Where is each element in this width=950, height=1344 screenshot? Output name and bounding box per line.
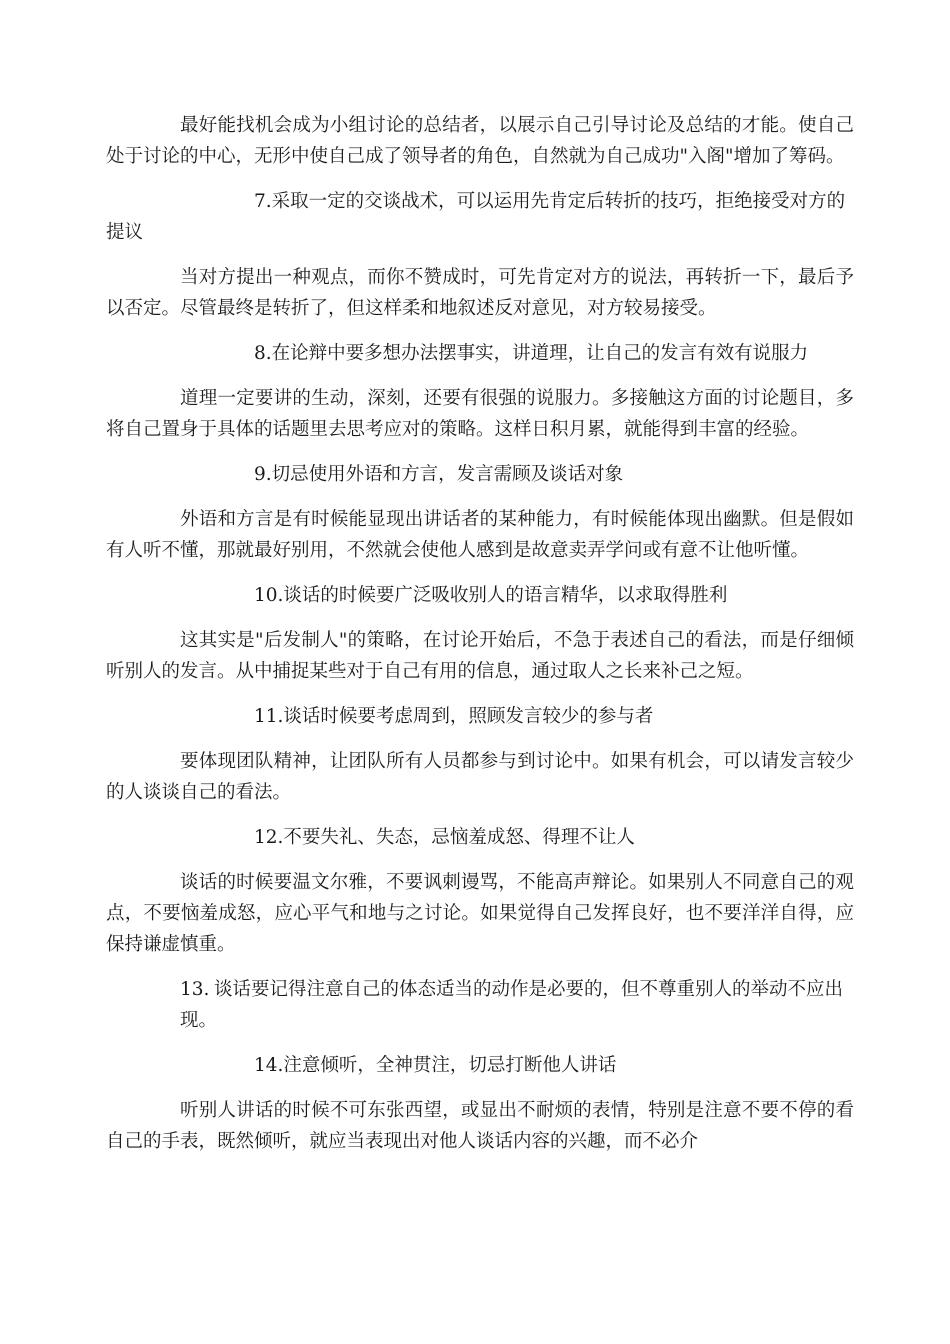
section-number: 14.	[254, 1055, 284, 1076]
section-heading	[106, 186, 854, 248]
section-heading-text: 采取一定的交谈战术，可以运用先肯定后转折的技巧，拒绝接受对方的提议	[106, 191, 846, 243]
section-number: 8.	[254, 343, 272, 364]
body-paragraph: 谈话的时候要温文尔雅，不要讽刺谩骂，不能高声辩论。如果别人不同意自己的观点，不要恼羞成怒，应心平气和地与之讨论。如果觉得自己发挥良好，也不要洋洋自得，应保持谦虚慎重。	[106, 872, 854, 955]
body-paragraph: 要体现团队精神，让团队所有人员都参与到讨论中。如果有机会，可以请发言较少的人谈谈自己的看法。	[106, 751, 854, 803]
section-heading-text: 谈话时候要考虑周到，照顾发言较少的参与者	[283, 706, 654, 727]
section-number: 7.	[254, 191, 272, 212]
section-heading	[106, 822, 854, 853]
section-heading-text: 不要失礼、失态，忌恼羞成怒、得理不让人	[283, 827, 635, 848]
body-paragraph: 外语和方言是有时候能显现出讲话者的某种能力，有时候能体现出幽默。但是假如有人听不懂，那就最好别用，不然就会使他人感到是故意卖弄学问或有意不让他听懂。	[106, 509, 854, 561]
body-paragraph: 最好能找机会成为小组讨论的总结者，以展示自己引导讨论及总结的才能。使自己处于讨论的中心，无形中使自己成了领导者的角色，自然就为自己成功"入阁"增加了筹码。	[106, 115, 854, 167]
body-paragraph: 听别人讲话的时候不可东张西望，或显出不耐烦的表情，特别是注意不要不停的看自己的手表，既然倾听，就应当表现出对他人谈话内容的兴趣，而不必介	[106, 1100, 854, 1152]
section-heading	[106, 701, 854, 732]
section-heading	[106, 1050, 854, 1081]
section-heading-text: 谈话的时候要广泛吸收别人的语言精华，以求取得胜利	[283, 585, 728, 606]
section-heading	[106, 580, 854, 611]
body-paragraph: 道理一定要讲的生动，深刻，还要有很强的说服力。多接触这方面的讨论题目，多将自己置身于具体的话题里去思考应对的策略。这样日积月累，就能得到丰富的经验。	[106, 388, 854, 440]
section-heading	[106, 974, 854, 1036]
section-number: 9.	[254, 464, 272, 485]
section-heading-text: 注意倾听，全神贯注，切忌打断他人讲话	[283, 1055, 617, 1076]
section-heading-text: 谈话要记得注意自己的体态适当的动作是必要的，但不尊重别人的举动不应出现。	[180, 979, 844, 1031]
section-heading-text: 在论辩中要多想办法摆事实，讲道理，让自己的发言有效有说服力	[271, 343, 809, 364]
section-number: 12.	[254, 827, 284, 848]
document-body	[106, 110, 854, 1171]
section-number: 10.	[254, 585, 284, 606]
section-number: 11.	[254, 706, 284, 727]
section-heading	[106, 338, 854, 369]
body-paragraph: 这其实是"后发制人"的策略，在讨论开始后，不急于表述自己的看法，而是仔细倾听别人的发言。从中捕捉某些对于自己有用的信息，通过取人之长来补己之短。	[106, 630, 854, 682]
body-paragraph: 当对方提出一种观点，而你不赞成时，可先肯定对方的说法，再转折一下，最后予以否定。尽管最终是转折了，但这样柔和地叙述反对意见，对方较易接受。	[106, 267, 854, 319]
section-heading-text: 切忌使用外语和方言，发言需顾及谈话对象	[271, 464, 624, 485]
section-heading	[106, 459, 854, 490]
section-number: 13.	[180, 979, 210, 1000]
